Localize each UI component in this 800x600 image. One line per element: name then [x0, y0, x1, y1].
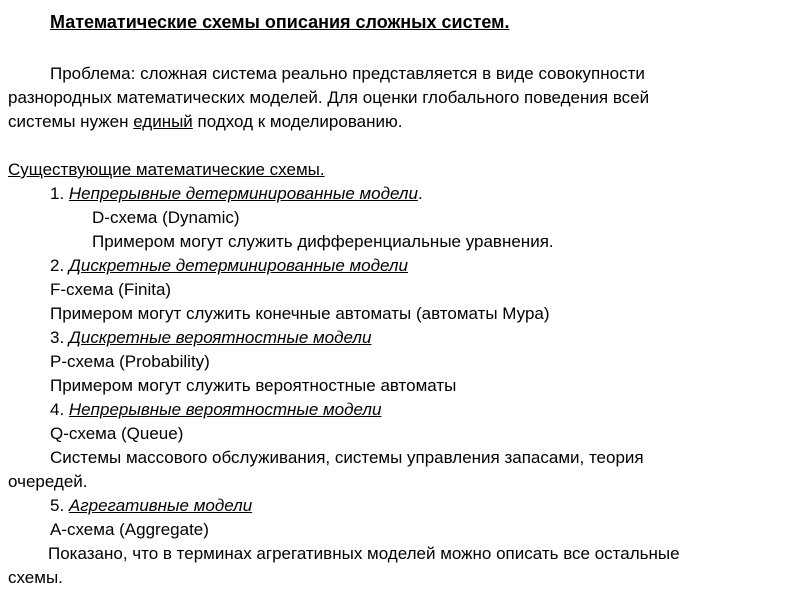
scheme-1-example: Примером могут служить дифференциальные уравнения.	[92, 232, 554, 251]
scheme-3-heading	[50, 328, 371, 348]
scheme-5-example-line-2: схемы.	[8, 568, 63, 587]
scheme-4-example-line-2: очередей.	[8, 472, 88, 491]
scheme-5-example-line-1: Показано, что в терминах агрегативных моделей можно описать все остальные	[48, 544, 680, 563]
scheme-3-type: P-схема (Probability)	[50, 352, 210, 371]
problem-line-3	[8, 112, 403, 132]
scheme-4-number: 4.	[50, 400, 69, 419]
scheme-5-heading	[50, 496, 252, 516]
scheme-1-type: D-схема (Dynamic)	[92, 208, 240, 227]
problem-line-3-pre: системы нужен	[8, 112, 134, 131]
scheme-2-example: Примером могут служить конечные автоматы (автоматы Мура)	[50, 304, 550, 323]
scheme-2-name: Дискретные детерминированные модели	[68, 256, 408, 275]
scheme-5-number: 5.	[50, 496, 69, 515]
scheme-1-suffix: .	[417, 184, 423, 203]
scheme-4-heading	[50, 400, 381, 420]
problem-line-1: Проблема: сложная система реально представляется в виде совокупности	[50, 64, 645, 83]
scheme-3-number: 3.	[50, 328, 69, 347]
emphasis-unified: единый	[133, 112, 193, 131]
page-title: Математические схемы описания сложных систем.	[50, 12, 510, 32]
scheme-2-type: F-схема (Finita)	[50, 280, 172, 299]
scheme-4-example-line-1: Системы массового обслуживания, системы управления запасами, теория	[50, 448, 644, 467]
scheme-2-heading	[50, 256, 408, 276]
problem-line-2: разнородных математических моделей. Для оценки глобального поведения всей	[8, 88, 650, 107]
scheme-4-type: Q-схема (Queue)	[50, 424, 184, 443]
scheme-1-name: Непрерывные детерминированные модели	[68, 184, 418, 203]
scheme-4-name: Непрерывные вероятностные модели	[68, 400, 382, 419]
scheme-1-number: 1.	[50, 184, 69, 203]
scheme-3-name: Дискретные вероятностные модели	[68, 328, 372, 347]
problem-line-3-post: подход к моделированию.	[192, 112, 403, 131]
scheme-5-name: Агрегативные модели	[68, 496, 253, 515]
scheme-3-example: Примером могут служить вероятностные автоматы	[50, 376, 457, 395]
scheme-1-heading	[50, 184, 423, 204]
existing-schemes-heading: Существующие математические схемы.	[8, 160, 325, 179]
scheme-2-number: 2.	[50, 256, 69, 275]
scheme-5-type: A-схема (Aggregate)	[50, 520, 209, 539]
